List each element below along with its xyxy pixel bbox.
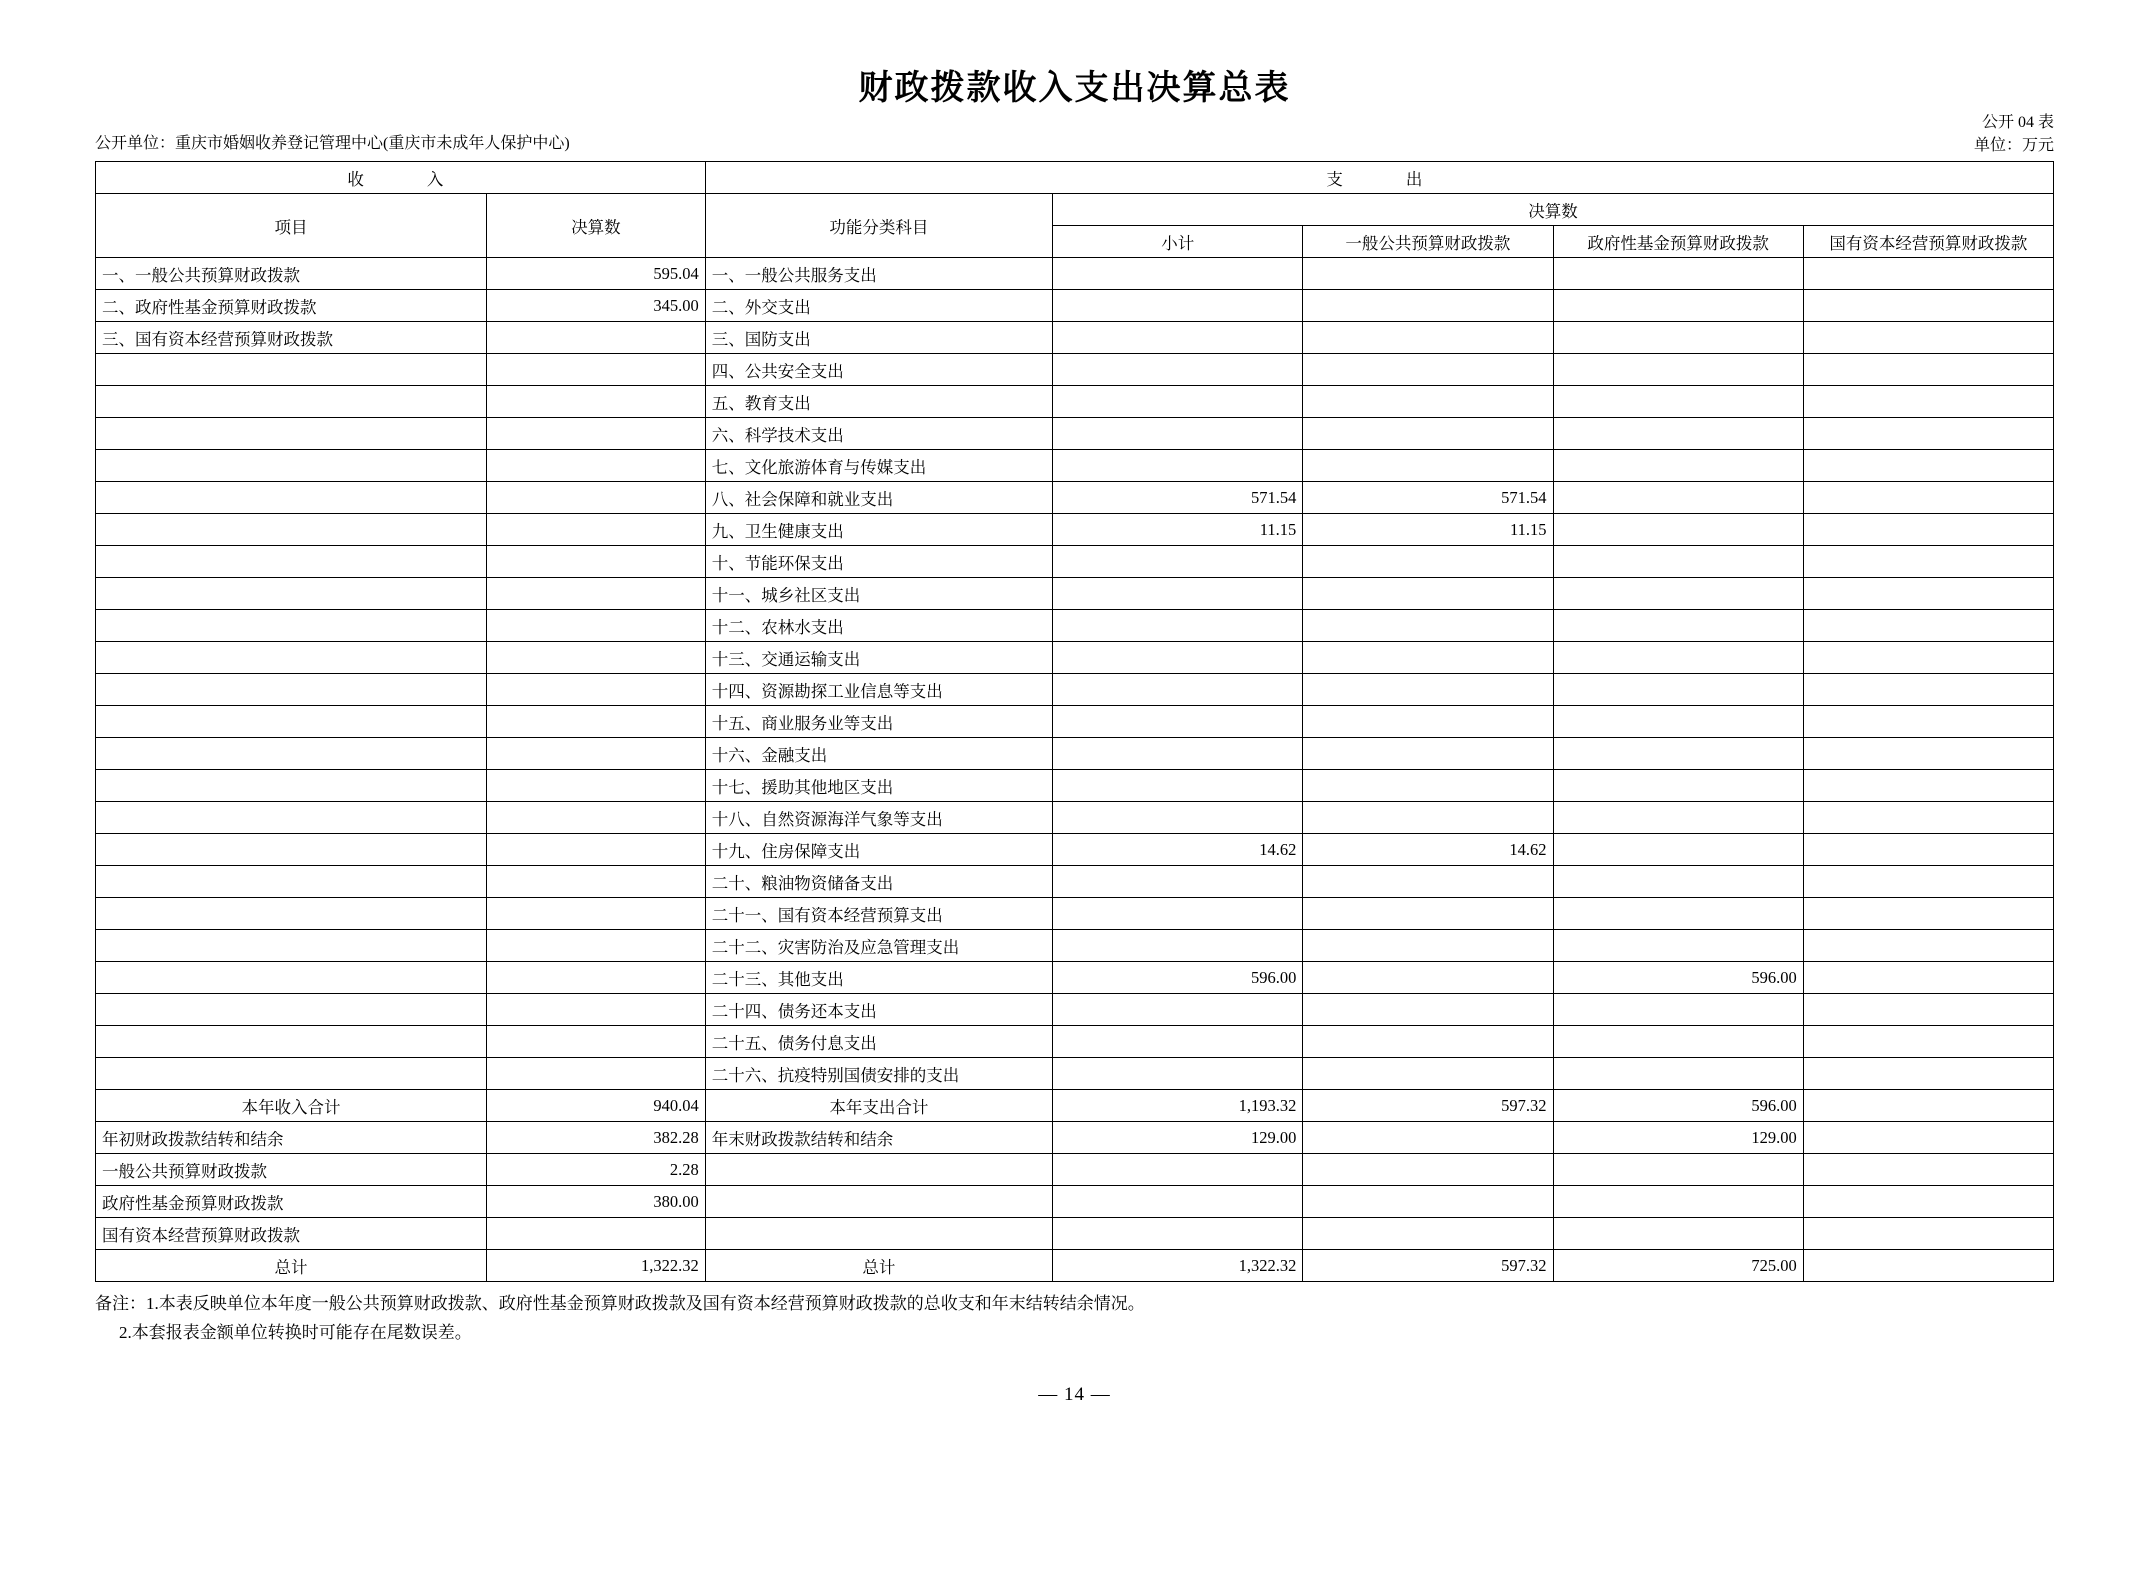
header-state-capital: 国有资本经营预算财政拨款 xyxy=(1803,226,2053,258)
income-item-label xyxy=(96,546,487,578)
summary-income-label: 政府性基金预算财政拨款 xyxy=(96,1186,487,1218)
expense-general-public xyxy=(1303,322,1553,354)
table-row xyxy=(96,898,2054,930)
expense-state-capital xyxy=(1803,610,2053,642)
table-row xyxy=(96,642,2054,674)
expense-subtotal: 14.62 xyxy=(1053,834,1303,866)
expense-item-label: 三、国防支出 xyxy=(705,322,1052,354)
expense-state-capital xyxy=(1803,514,2053,546)
expense-subtotal: 571.54 xyxy=(1053,482,1303,514)
expense-state-capital xyxy=(1803,994,2053,1026)
header-gov-fund: 政府性基金预算财政拨款 xyxy=(1553,226,1803,258)
summary-general-public xyxy=(1303,1186,1553,1218)
expense-state-capital xyxy=(1803,450,2053,482)
expense-state-capital xyxy=(1803,642,2053,674)
expense-item-label: 七、文化旅游体育与传媒支出 xyxy=(705,450,1052,482)
summary-subtotal: 129.00 xyxy=(1053,1122,1303,1154)
header-subtotal: 小计 xyxy=(1053,226,1303,258)
summary-gov-fund: 596.00 xyxy=(1553,1090,1803,1122)
expense-general-public xyxy=(1303,1058,1553,1090)
table-body xyxy=(96,258,2054,1282)
expense-state-capital xyxy=(1803,962,2053,994)
summary-income-value: 2.28 xyxy=(487,1154,706,1186)
expense-item-label: 九、卫生健康支出 xyxy=(705,514,1052,546)
expense-subtotal xyxy=(1053,866,1303,898)
income-item-label xyxy=(96,770,487,802)
income-item-label xyxy=(96,962,487,994)
income-item-value xyxy=(487,642,706,674)
expense-gov-fund xyxy=(1553,930,1803,962)
table-row xyxy=(96,418,2054,450)
summary-subtotal xyxy=(1053,1154,1303,1186)
income-item-value xyxy=(487,482,706,514)
income-item-label xyxy=(96,578,487,610)
expense-gov-fund xyxy=(1553,770,1803,802)
expense-subtotal xyxy=(1053,1058,1303,1090)
expense-subtotal xyxy=(1053,738,1303,770)
summary-row xyxy=(96,1122,2054,1154)
expense-subtotal xyxy=(1053,386,1303,418)
summary-income-label: 本年收入合计 xyxy=(96,1090,487,1122)
table-row xyxy=(96,578,2054,610)
income-item-label xyxy=(96,354,487,386)
header-row-group xyxy=(96,162,2054,194)
summary-state-capital xyxy=(1803,1154,2053,1186)
summary-income-value: 380.00 xyxy=(487,1186,706,1218)
expense-item-label: 一、一般公共服务支出 xyxy=(705,258,1052,290)
summary-general-public: 597.32 xyxy=(1303,1250,1553,1282)
expense-state-capital xyxy=(1803,578,2053,610)
expense-gov-fund xyxy=(1553,386,1803,418)
income-item-label xyxy=(96,706,487,738)
expense-item-label: 二、外交支出 xyxy=(705,290,1052,322)
expense-general-public xyxy=(1303,802,1553,834)
summary-expense-label: 年末财政拨款结转和结余 xyxy=(705,1122,1052,1154)
summary-income-value xyxy=(487,1218,706,1250)
header-general-public: 一般公共预算财政拨款 xyxy=(1303,226,1553,258)
header-expense-group: 支 出 xyxy=(705,162,2053,194)
expense-general-public xyxy=(1303,738,1553,770)
expense-subtotal xyxy=(1053,994,1303,1026)
expense-state-capital xyxy=(1803,674,2053,706)
expense-state-capital xyxy=(1803,546,2053,578)
table-notes xyxy=(95,1290,2054,1348)
expense-item-label: 十一、城乡社区支出 xyxy=(705,578,1052,610)
summary-expense-label: 本年支出合计 xyxy=(705,1090,1052,1122)
expense-gov-fund xyxy=(1553,738,1803,770)
income-item-label xyxy=(96,866,487,898)
expense-gov-fund xyxy=(1553,866,1803,898)
summary-row xyxy=(96,1154,2054,1186)
summary-gov-fund xyxy=(1553,1186,1803,1218)
income-item-value xyxy=(487,322,706,354)
expense-subtotal xyxy=(1053,258,1303,290)
income-item-label xyxy=(96,1058,487,1090)
expense-general-public xyxy=(1303,578,1553,610)
expense-item-label: 十九、住房保障支出 xyxy=(705,834,1052,866)
summary-income-value: 940.04 xyxy=(487,1090,706,1122)
income-item-label xyxy=(96,834,487,866)
summary-subtotal: 1,193.32 xyxy=(1053,1090,1303,1122)
income-item-value xyxy=(487,866,706,898)
expense-item-label: 二十五、债务付息支出 xyxy=(705,1026,1052,1058)
summary-income-value: 382.28 xyxy=(487,1122,706,1154)
expense-gov-fund xyxy=(1553,706,1803,738)
expense-state-capital xyxy=(1803,482,2053,514)
income-item-label xyxy=(96,642,487,674)
expense-item-label: 二十四、债务还本支出 xyxy=(705,994,1052,1026)
expense-state-capital xyxy=(1803,322,2053,354)
expense-gov-fund xyxy=(1553,674,1803,706)
income-item-label xyxy=(96,418,487,450)
expense-gov-fund xyxy=(1553,1026,1803,1058)
expense-subtotal xyxy=(1053,578,1303,610)
expense-item-label: 八、社会保障和就业支出 xyxy=(705,482,1052,514)
expense-item-label: 十、节能环保支出 xyxy=(705,546,1052,578)
income-item-value xyxy=(487,1058,706,1090)
summary-general-public xyxy=(1303,1154,1553,1186)
expense-item-label: 二十、粮油物资储备支出 xyxy=(705,866,1052,898)
summary-income-label: 一般公共预算财政拨款 xyxy=(96,1154,487,1186)
income-item-label xyxy=(96,610,487,642)
document-page xyxy=(0,60,2149,1580)
meta-right xyxy=(1974,109,2054,155)
summary-gov-fund xyxy=(1553,1154,1803,1186)
income-item-value xyxy=(487,514,706,546)
summary-gov-fund: 129.00 xyxy=(1553,1122,1803,1154)
expense-general-public: 571.54 xyxy=(1303,482,1553,514)
note-line-2: 2.本套报表金额单位转换时可能存在尾数误差。 xyxy=(119,1322,472,1342)
income-item-label xyxy=(96,674,487,706)
expense-general-public xyxy=(1303,386,1553,418)
table-row xyxy=(96,1058,2054,1090)
summary-row xyxy=(96,1218,2054,1250)
expense-gov-fund xyxy=(1553,514,1803,546)
income-item-label: 一、一般公共预算财政拨款 xyxy=(96,258,487,290)
summary-general-public xyxy=(1303,1218,1553,1250)
currency-unit: 单位：万元 xyxy=(1973,137,2054,154)
summary-subtotal xyxy=(1053,1218,1303,1250)
income-item-value xyxy=(487,994,706,1026)
expense-state-capital xyxy=(1803,898,2053,930)
header-final-number-2: 决算数 xyxy=(1053,194,2054,226)
expense-state-capital xyxy=(1803,802,2053,834)
table-header xyxy=(96,162,2054,258)
expense-item-label: 二十二、灾害防治及应急管理支出 xyxy=(705,930,1052,962)
expense-gov-fund xyxy=(1553,898,1803,930)
income-item-label xyxy=(96,1026,487,1058)
expense-state-capital xyxy=(1803,1026,2053,1058)
expense-gov-fund xyxy=(1553,802,1803,834)
expense-gov-fund xyxy=(1553,578,1803,610)
summary-state-capital xyxy=(1803,1122,2053,1154)
table-row xyxy=(96,706,2054,738)
income-item-value xyxy=(487,738,706,770)
expense-subtotal xyxy=(1053,322,1303,354)
summary-income-label: 年初财政拨款结转和结余 xyxy=(96,1122,487,1154)
expense-gov-fund xyxy=(1553,610,1803,642)
expense-general-public: 11.15 xyxy=(1303,514,1553,546)
table-row xyxy=(96,834,2054,866)
expense-item-label: 十八、自然资源海洋气象等支出 xyxy=(705,802,1052,834)
income-item-value xyxy=(487,578,706,610)
table-row xyxy=(96,258,2054,290)
expense-item-label: 十二、农林水支出 xyxy=(705,610,1052,642)
expense-gov-fund: 596.00 xyxy=(1553,962,1803,994)
expense-state-capital xyxy=(1803,1058,2053,1090)
expense-gov-fund xyxy=(1553,354,1803,386)
expense-subtotal xyxy=(1053,290,1303,322)
expense-item-label: 二十三、其他支出 xyxy=(705,962,1052,994)
summary-row xyxy=(96,1186,2054,1218)
expense-state-capital xyxy=(1803,738,2053,770)
income-item-value: 595.04 xyxy=(487,258,706,290)
income-item-label xyxy=(96,738,487,770)
header-func-category: 功能分类科目 xyxy=(705,194,1052,258)
income-item-value xyxy=(487,610,706,642)
income-item-value xyxy=(487,706,706,738)
page-title: 财政拨款收入支出决算总表 xyxy=(858,70,1291,107)
expense-general-public xyxy=(1303,354,1553,386)
summary-general-public xyxy=(1303,1122,1553,1154)
expense-subtotal: 11.15 xyxy=(1053,514,1303,546)
expense-gov-fund xyxy=(1553,290,1803,322)
income-item-value xyxy=(487,1026,706,1058)
table-row xyxy=(96,994,2054,1026)
table-row xyxy=(96,546,2054,578)
expense-general-public xyxy=(1303,258,1553,290)
note-line-1: 备注：1.本表反映单位本年度一般公共预算财政拨款、政府性基金预算财政拨款及国有资本经营预算财政拨款的总收支和年末结转结余情况。 xyxy=(95,1294,1145,1313)
table-row xyxy=(96,482,2054,514)
expense-gov-fund xyxy=(1553,546,1803,578)
publish-unit-label: 公开单位： xyxy=(95,135,176,152)
income-item-value xyxy=(487,802,706,834)
expense-state-capital xyxy=(1803,770,2053,802)
expense-subtotal xyxy=(1053,418,1303,450)
header-row-sub1 xyxy=(96,194,2054,226)
summary-general-public: 597.32 xyxy=(1303,1090,1553,1122)
expense-general-public xyxy=(1303,674,1553,706)
expense-item-label: 二十六、抗疫特别国债安排的支出 xyxy=(705,1058,1052,1090)
income-item-value xyxy=(487,386,706,418)
expense-state-capital xyxy=(1803,706,2053,738)
income-item-value xyxy=(487,898,706,930)
table-row xyxy=(96,354,2054,386)
income-item-label xyxy=(96,514,487,546)
income-item-label: 二、政府性基金预算财政拨款 xyxy=(96,290,487,322)
summary-state-capital xyxy=(1803,1250,2053,1282)
header-income-group: 收 入 xyxy=(96,162,706,194)
income-item-value xyxy=(487,418,706,450)
expense-subtotal xyxy=(1053,898,1303,930)
table-row xyxy=(96,290,2054,322)
expense-subtotal xyxy=(1053,706,1303,738)
summary-expense-label: 总计 xyxy=(705,1250,1052,1282)
expense-gov-fund xyxy=(1553,994,1803,1026)
expense-subtotal xyxy=(1053,642,1303,674)
expense-gov-fund xyxy=(1553,258,1803,290)
summary-gov-fund: 725.00 xyxy=(1553,1250,1803,1282)
summary-income-value: 1,322.32 xyxy=(487,1250,706,1282)
expense-gov-fund xyxy=(1553,482,1803,514)
expense-gov-fund xyxy=(1553,1058,1803,1090)
expense-state-capital xyxy=(1803,258,2053,290)
summary-subtotal xyxy=(1053,1186,1303,1218)
summary-state-capital xyxy=(1803,1186,2053,1218)
expense-general-public xyxy=(1303,450,1553,482)
expense-state-capital xyxy=(1803,930,2053,962)
income-item-value xyxy=(487,834,706,866)
expense-item-label: 十五、商业服务业等支出 xyxy=(705,706,1052,738)
income-item-value xyxy=(487,930,706,962)
expense-subtotal xyxy=(1053,354,1303,386)
expense-subtotal: 596.00 xyxy=(1053,962,1303,994)
table-row xyxy=(96,322,2054,354)
summary-expense-label xyxy=(705,1218,1052,1250)
page-number: — 14 — xyxy=(1038,1383,1111,1405)
expense-gov-fund xyxy=(1553,834,1803,866)
expense-subtotal xyxy=(1053,610,1303,642)
income-item-value: 345.00 xyxy=(487,290,706,322)
document-meta xyxy=(95,109,2054,155)
table-row xyxy=(96,738,2054,770)
expense-general-public xyxy=(1303,930,1553,962)
summary-expense-label xyxy=(705,1154,1052,1186)
expense-general-public xyxy=(1303,994,1553,1026)
expense-item-label: 二十一、国有资本经营预算支出 xyxy=(705,898,1052,930)
expense-item-label: 十七、援助其他地区支出 xyxy=(705,770,1052,802)
summary-subtotal: 1,322.32 xyxy=(1053,1250,1303,1282)
summary-income-label: 总计 xyxy=(96,1250,487,1282)
income-item-label xyxy=(96,930,487,962)
income-item-value xyxy=(487,674,706,706)
table-row xyxy=(96,962,2054,994)
summary-expense-label xyxy=(705,1186,1052,1218)
expense-general-public xyxy=(1303,866,1553,898)
expense-gov-fund xyxy=(1553,418,1803,450)
expense-general-public xyxy=(1303,290,1553,322)
expense-subtotal xyxy=(1053,674,1303,706)
summary-state-capital xyxy=(1803,1090,2053,1122)
expense-subtotal xyxy=(1053,770,1303,802)
income-item-label xyxy=(96,482,487,514)
expense-item-label: 四、公共安全支出 xyxy=(705,354,1052,386)
expense-general-public xyxy=(1303,418,1553,450)
expense-item-label: 十三、交通运输支出 xyxy=(705,642,1052,674)
meta-left xyxy=(95,130,570,155)
table-row xyxy=(96,866,2054,898)
expense-state-capital xyxy=(1803,834,2053,866)
income-item-label xyxy=(96,802,487,834)
expense-item-label: 六、科学技术支出 xyxy=(705,418,1052,450)
income-item-value xyxy=(487,546,706,578)
budget-table xyxy=(95,161,2054,1282)
expense-state-capital xyxy=(1803,354,2053,386)
publish-unit-name: 重庆市婚姻收养登记管理中心(重庆市未成年人保护中心) xyxy=(175,135,570,152)
table-row xyxy=(96,514,2054,546)
expense-subtotal xyxy=(1053,802,1303,834)
table-row xyxy=(96,386,2054,418)
summary-state-capital xyxy=(1803,1218,2053,1250)
summary-row xyxy=(96,1090,2054,1122)
form-number: 公开 04 表 xyxy=(1981,114,2054,131)
income-item-label: 三、国有资本经营预算财政拨款 xyxy=(96,322,487,354)
summary-gov-fund xyxy=(1553,1218,1803,1250)
expense-gov-fund xyxy=(1553,450,1803,482)
expense-item-label: 十六、金融支出 xyxy=(705,738,1052,770)
income-item-label xyxy=(96,386,487,418)
header-item: 项目 xyxy=(96,194,487,258)
expense-state-capital xyxy=(1803,866,2053,898)
income-item-value xyxy=(487,962,706,994)
expense-state-capital xyxy=(1803,386,2053,418)
expense-general-public: 14.62 xyxy=(1303,834,1553,866)
expense-general-public xyxy=(1303,642,1553,674)
summary-income-label: 国有资本经营预算财政拨款 xyxy=(96,1218,487,1250)
table-row xyxy=(96,610,2054,642)
expense-item-label: 十四、资源勘探工业信息等支出 xyxy=(705,674,1052,706)
expense-general-public xyxy=(1303,898,1553,930)
expense-general-public xyxy=(1303,1026,1553,1058)
expense-state-capital xyxy=(1803,418,2053,450)
table-row xyxy=(96,1026,2054,1058)
expense-general-public xyxy=(1303,770,1553,802)
expense-item-label: 五、教育支出 xyxy=(705,386,1052,418)
expense-general-public xyxy=(1303,610,1553,642)
table-row xyxy=(96,930,2054,962)
income-item-value xyxy=(487,770,706,802)
expense-subtotal xyxy=(1053,1026,1303,1058)
expense-subtotal xyxy=(1053,546,1303,578)
expense-general-public xyxy=(1303,706,1553,738)
expense-subtotal xyxy=(1053,930,1303,962)
income-item-value xyxy=(487,354,706,386)
expense-general-public xyxy=(1303,546,1553,578)
income-item-value xyxy=(487,450,706,482)
header-final-number: 决算数 xyxy=(487,194,706,258)
expense-state-capital xyxy=(1803,290,2053,322)
expense-general-public xyxy=(1303,962,1553,994)
summary-row xyxy=(96,1250,2054,1282)
table-row xyxy=(96,802,2054,834)
expense-subtotal xyxy=(1053,450,1303,482)
expense-gov-fund xyxy=(1553,322,1803,354)
income-item-label xyxy=(96,898,487,930)
table-row xyxy=(96,450,2054,482)
table-row xyxy=(96,770,2054,802)
income-item-label xyxy=(96,994,487,1026)
table-row xyxy=(96,674,2054,706)
expense-gov-fund xyxy=(1553,642,1803,674)
income-item-label xyxy=(96,450,487,482)
